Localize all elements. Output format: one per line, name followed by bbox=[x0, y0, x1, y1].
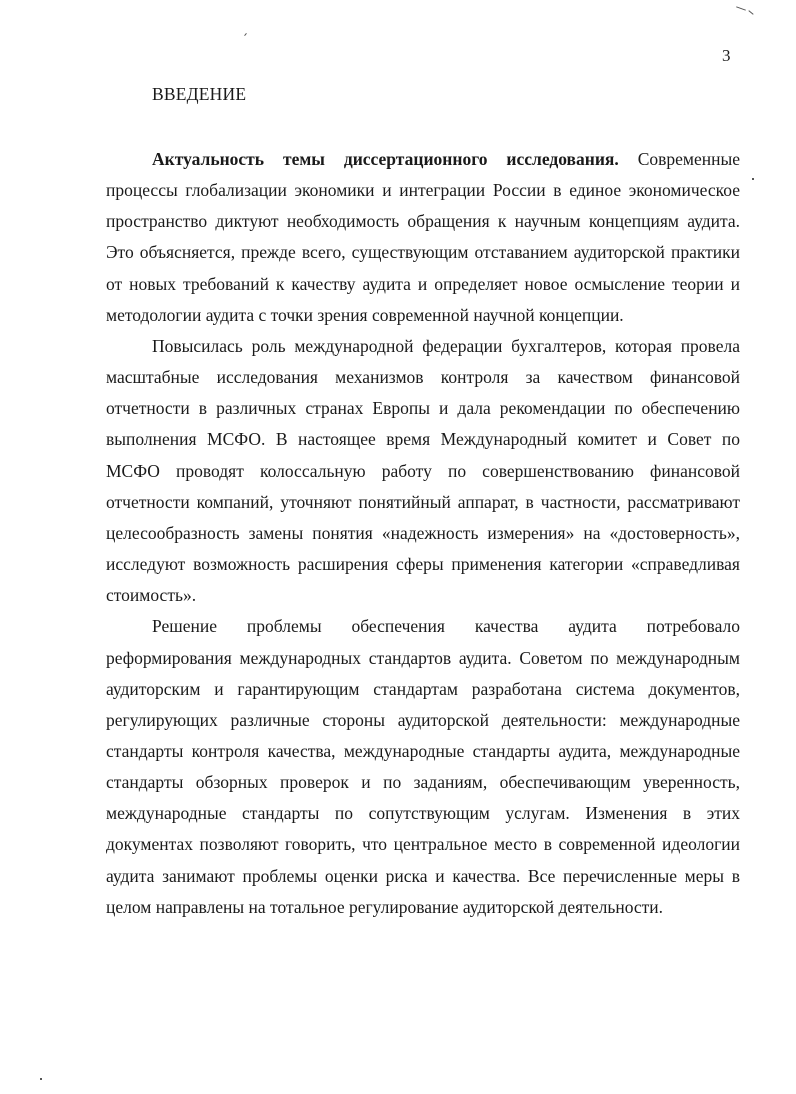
paragraph-standards: Решение проблемы обеспечения качества аудита потребовало реформирования международных стандартов аудита. Советом по международным аудиторским и гарантирующим стандартам разработана система документов, регулирующих различные стороны аудиторской деятельности: международные стандарты контроля качества, международные стандарты аудита, международные стандарты обзорных проверок и по заданиям, обеспечивающим уверенность, международные стандарты по сопутствующим услугам. Изменения в этих документах позволяют говорить, что центральное место в современной идеологии аудита занимают проблемы оценки риска и качества. Все перечисленные меры в целом направлены на тотальное регулирование аудиторской деятельности. bbox=[106, 616, 740, 917]
scan-speck bbox=[736, 6, 746, 10]
scan-speck bbox=[752, 178, 754, 180]
paragraph-lead-bold: Актуальность темы диссертационного исследования. bbox=[152, 149, 619, 169]
section-heading: ВВЕДЕНИЕ bbox=[152, 84, 247, 104]
page-number: 3 bbox=[722, 46, 731, 65]
paragraph-text: Современные процессы глобализации экономики и интеграции России в единое экономическое пространство диктуют необходимость обращения к научным концепциям аудита. Это объясняется, прежде всего, существующим отставанием аудиторской практики от новых требований к качеству аудита и определяет новое осмысление теории и методологии аудита с точки зрения современной научной концепции. bbox=[106, 149, 740, 325]
paragraph-relevance bbox=[106, 144, 740, 331]
body-text bbox=[106, 144, 740, 923]
paragraph-ifac: Повысилась роль международной федерации бухгалтеров, которая провела масштабные исследования механизмов контроля за качеством финансовой отчетности в различных странах Европы и дала рекомендации по обеспечению выполнения МСФО. В настоящее время Международный комитет и Совет по МСФО проводят колоссальную работу по совершенствованию финансовой отчетности компаний, уточняют понятийный аппарат, в частности, рассматривают целесообразность замены понятия «надежность измерения» на «достоверность», исследуют возможность расширения сферы применения категории «справедливая стоимость». bbox=[106, 335, 740, 606]
scan-speck bbox=[748, 10, 753, 15]
scan-speck bbox=[244, 33, 247, 36]
scan-speck bbox=[40, 1078, 42, 1080]
